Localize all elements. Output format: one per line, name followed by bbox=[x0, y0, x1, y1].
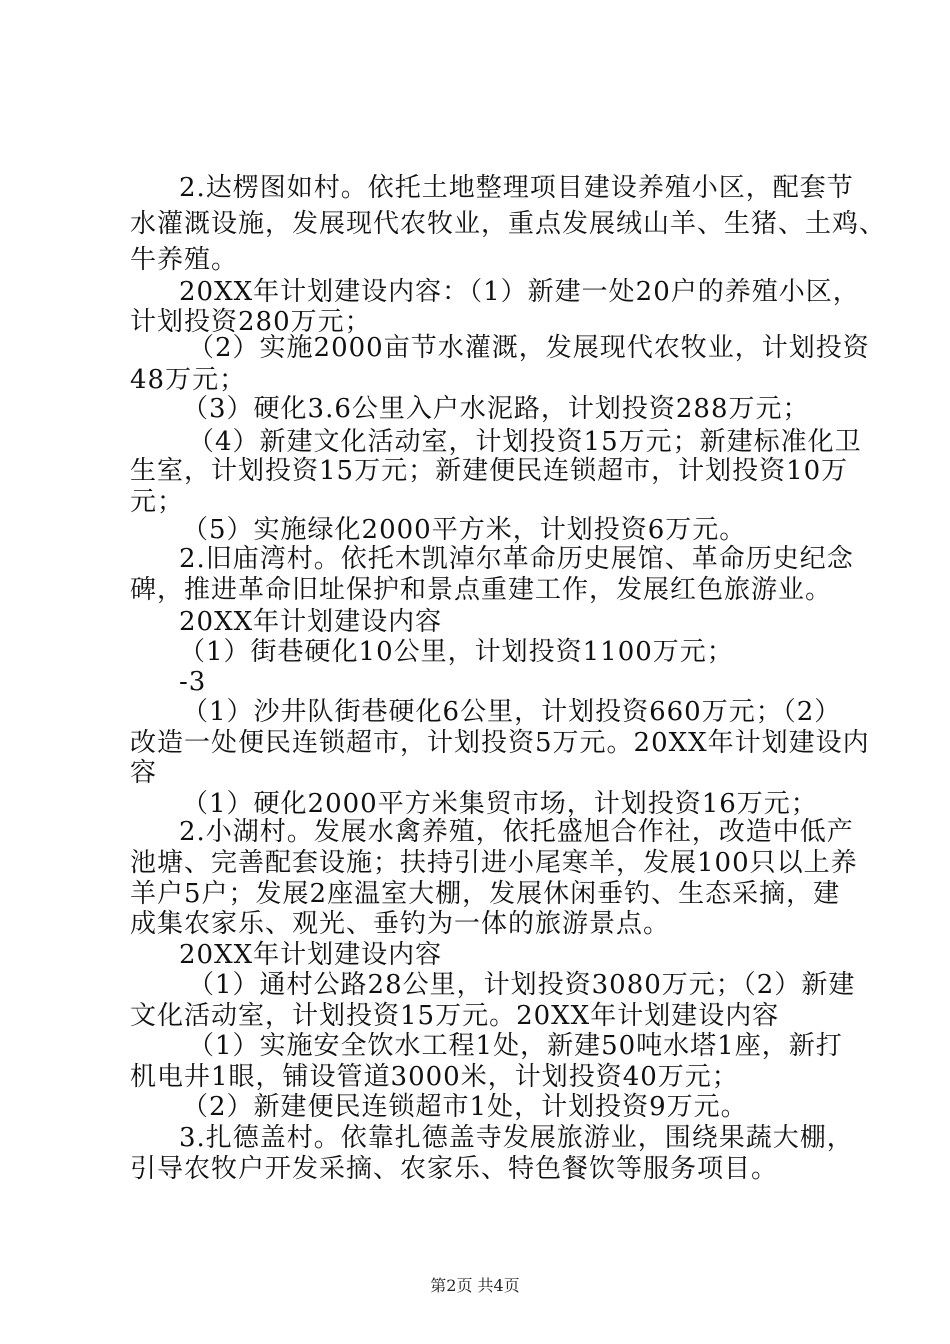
text-line: 水灌溉设施，发展现代农牧业，重点发展绒山羊、生猪、土鸡、 bbox=[130, 209, 887, 239]
text-line: 容 bbox=[130, 758, 158, 788]
text-line: 生室，计划投资15万元；新建便民连锁超市，计划投资10万 bbox=[130, 456, 849, 486]
page-footer: 第2页 共4页 bbox=[430, 1276, 520, 1295]
text-line: 48万元； bbox=[130, 365, 247, 395]
text-line: 2.旧庙湾村。依托木凯淖尔革命历史展馆、革命历史纪念 bbox=[179, 544, 854, 574]
text-line: 20XX年计划建设内容 bbox=[179, 940, 443, 970]
text-line: （1）实施安全饮水工程1处，新建50吨水塔1座，新打 bbox=[188, 1031, 843, 1061]
text-line: 牛养殖。 bbox=[130, 245, 239, 275]
text-line: 计划投资280万元； bbox=[130, 307, 372, 337]
text-line: （4）新建文化活动室，计划投资15万元；新建标准化卫 bbox=[188, 427, 862, 457]
text-line: 成集农家乐、观光、垂钓为一体的旅游景点。 bbox=[130, 909, 671, 939]
text-line: 碑，推进革命旧址保护和景点重建工作，发展红色旅游业。 bbox=[130, 575, 833, 605]
text-line: （1）街巷硬化10公里，计划投资1100万元； bbox=[179, 637, 734, 667]
text-line: （5）实施绿化2000平方米，计划投资6万元。 bbox=[182, 515, 747, 545]
text-line: 改造一处便民连锁超市，计划投资5万元。20XX年计划建设内 bbox=[130, 728, 870, 758]
text-line: -3 bbox=[179, 667, 207, 697]
text-line: 2.小湖村。发展水禽养殖，依托盛旭合作社，改造中低产 bbox=[179, 817, 854, 847]
text-line: （3）硬化3.6公里入户水泥路，计划投资288万元； bbox=[182, 394, 810, 424]
text-line: （2）新建便民连锁超市1处，计划投资9万元。 bbox=[182, 1092, 748, 1122]
text-line: 文化活动室，计划投资15万元。20XX年计划建设内容 bbox=[130, 1001, 780, 1031]
text-line: 机电井1眼，铺设管道3000米，计划投资40万元； bbox=[130, 1062, 739, 1092]
text-line: 元； bbox=[130, 487, 185, 517]
text-line: （2）实施2000亩节水灌溉，发展现代农牧业，计划投资 bbox=[188, 333, 870, 363]
text-line: 引导农牧户开发采摘、农家乐、特色餐饮等服务项目。 bbox=[130, 1154, 779, 1184]
text-line: （1）沙井队街巷硬化6公里，计划投资660万元；（2） bbox=[182, 697, 842, 727]
text-line: （1）通村公路28公里，计划投资3080万元；（2）新建 bbox=[188, 970, 856, 1000]
text-line: 3.扎德盖村。依靠扎德盖寺发展旅游业，围绕果蔬大棚， bbox=[179, 1123, 854, 1153]
text-line: 池塘、完善配套设施；扶持引进小尾寒羊，发展100只以上养 bbox=[130, 848, 858, 878]
text-line: 20XX年计划建设内容：（1）新建一处20户的养殖小区， bbox=[179, 277, 860, 307]
text-line: （1）硬化2000平方米集贸市场，计划投资16万元； bbox=[182, 789, 818, 819]
text-line: 2.达楞图如村。依托土地整理项目建设养殖小区，配套节 bbox=[179, 173, 854, 203]
text-line: 20XX年计划建设内容 bbox=[179, 607, 443, 637]
text-line: 羊户5户；发展2座温室大棚，发展休闲垂钓、生态采摘，建 bbox=[130, 879, 841, 909]
